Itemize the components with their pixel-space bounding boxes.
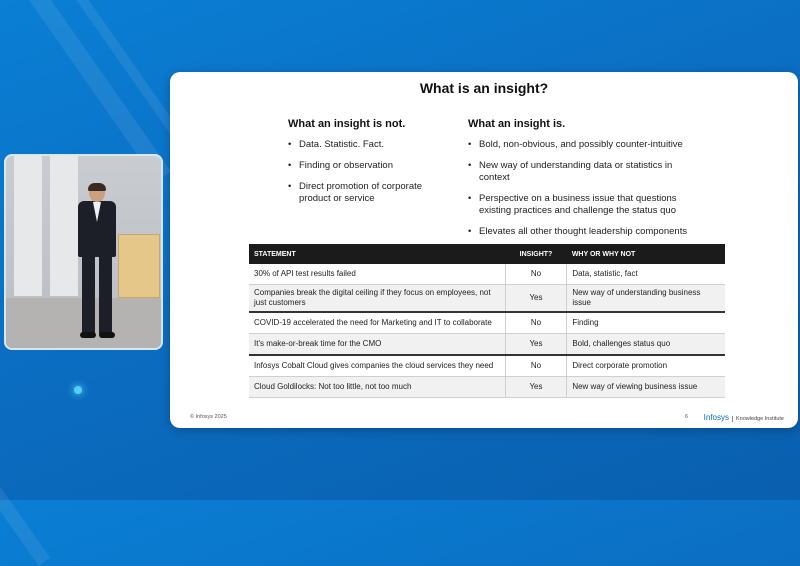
list-item: • Elevates all other thought leadership components xyxy=(468,226,688,238)
list-item: • Direct promotion of corporate product or service xyxy=(288,181,438,205)
not-column-heading: What an insight is not. xyxy=(288,118,406,130)
cell-why: Direct corporate promotion xyxy=(567,355,725,377)
cell-insight: Yes xyxy=(505,377,567,398)
header-why: WHY OR WHY NOT xyxy=(567,244,725,264)
list-item: • Finding or observation xyxy=(288,160,438,172)
table-row xyxy=(249,285,725,313)
footer-page-number: 6 xyxy=(684,414,688,420)
cell-insight: No xyxy=(505,312,567,334)
cell-statement: Cloud Goldilocks: Not too little, not too much xyxy=(249,377,505,398)
presenter-figure xyxy=(72,184,126,344)
cell-why: Data, statistic, fact xyxy=(567,264,725,285)
is-column xyxy=(468,118,688,247)
presenter-video xyxy=(4,154,163,350)
cell-insight: No xyxy=(505,264,567,285)
list-item: • Bold, non-obvious, and possibly counter-intuitive xyxy=(468,139,688,151)
is-list xyxy=(468,139,688,238)
table-row xyxy=(249,312,725,334)
glow-dot xyxy=(74,386,82,394)
table-row xyxy=(249,377,725,398)
slide-title: What is an insight? xyxy=(419,80,549,96)
cell-why: Finding xyxy=(567,312,725,334)
cell-statement: 30% of API test results failed xyxy=(249,264,505,285)
not-column xyxy=(288,118,438,214)
table-row xyxy=(249,264,725,285)
cell-why: New way of viewing business issue xyxy=(567,377,725,398)
cell-statement: It's make-or-break time for the CMO xyxy=(249,334,505,356)
background-stripe xyxy=(0,394,50,566)
table-header-row xyxy=(249,244,725,264)
cell-insight: Yes xyxy=(505,334,567,356)
brand-name: Infosys xyxy=(703,413,729,422)
presentation-slide xyxy=(170,72,798,428)
insight-table xyxy=(249,244,725,398)
infosys-logo xyxy=(704,413,784,422)
list-item: • Perspective on a business issue that questions existing practices and challenge the status quo xyxy=(468,193,688,217)
footer-copyright: © Infosys 2025 xyxy=(190,414,227,420)
list-item: • Data. Statistic. Fact. xyxy=(288,139,438,151)
cell-why: New way of understanding business issue xyxy=(567,285,725,313)
cell-why: Bold, challenges status quo xyxy=(567,334,725,356)
cell-insight: No xyxy=(505,355,567,377)
header-insight: INSIGHT? xyxy=(505,244,567,264)
brand-subtitle: Knowledge Institute xyxy=(732,416,784,422)
table-row xyxy=(249,355,725,377)
not-list xyxy=(288,139,438,205)
cell-statement: COVID-19 accelerated the need for Marketing and IT to collaborate xyxy=(249,312,505,334)
cell-statement: Infosys Cobalt Cloud gives companies the cloud services they need xyxy=(249,355,505,377)
is-column-heading: What an insight is. xyxy=(468,118,566,130)
wall-panel xyxy=(14,156,42,296)
header-statement: STATEMENT xyxy=(249,244,505,264)
table-row xyxy=(249,334,725,356)
cell-insight: Yes xyxy=(505,285,567,313)
list-item: • New way of understanding data or statistics in context xyxy=(468,160,688,184)
cell-statement: Companies break the digital ceiling if they focus on employees, not just customers xyxy=(249,285,505,313)
